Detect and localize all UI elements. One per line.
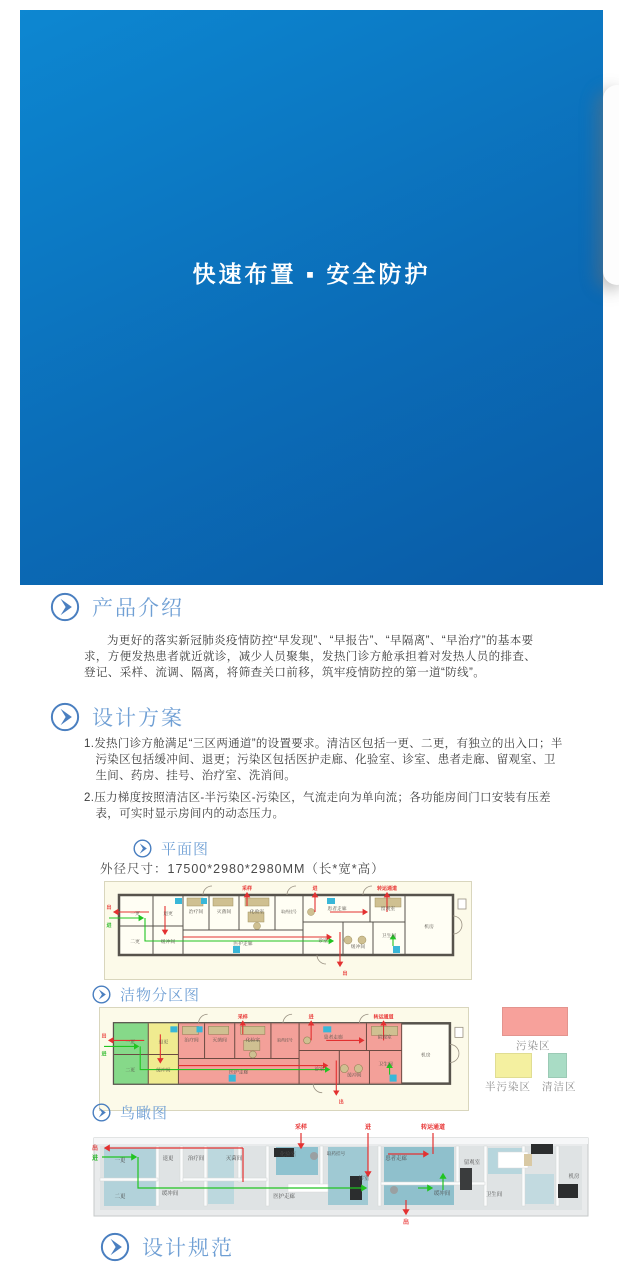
birdview-image [88, 1120, 594, 1228]
design-list [84, 736, 566, 828]
room-label: 缓冲间 [160, 940, 176, 945]
flow-label-exit: 出 [338, 1099, 344, 1106]
room-label: 机房 [568, 1174, 580, 1180]
room-label: 二更 [130, 940, 140, 945]
zoning-image [99, 1007, 469, 1111]
room-label: 缓冲间 [350, 945, 366, 950]
room-label: 留观室 [377, 1035, 392, 1041]
room-label: 化验室 [279, 1152, 297, 1158]
room-label: 缓冲间 [347, 1073, 362, 1079]
legend-label-clean: 清洁区 [542, 1081, 577, 1093]
side-float-widget[interactable] [603, 85, 619, 285]
flow-label-transfer: 转运通道 [376, 886, 398, 892]
room-label: 二更 [125, 1068, 135, 1074]
intro-paragraph: 为更好的落实新冠肺炎疫情防控“早发现”、“早报告”、“早隔离”、“早治疗”的基本要求，方便发热患者就近就诊，减少人员聚集，发热门诊方舱承担着对发热人员的排查、登记、采样、流调、隔离，将筛查关口前移，筑牢疫情防控的第一道“防线”。 [84, 635, 537, 679]
banner-title: 快速布置 ▪ 安全防护 [192, 261, 431, 287]
room-label: 化验室 [245, 1038, 261, 1044]
section-title-design: 设计方案 [92, 707, 184, 730]
legend-swatch-contaminated [502, 1007, 568, 1036]
room-label: 患者走廊 [385, 1156, 407, 1162]
section-title-birdview: 鸟瞰图 [120, 1105, 169, 1122]
flow-label-exit: 出 [106, 905, 112, 911]
design-list-item: 2.压力梯度按照清洁区-半污染区-污染区，气流走向为单向流；各功能房间门口安装有压差表，可实时显示房间内的动态压力。 [84, 792, 551, 820]
legend-swatch-semi [495, 1053, 532, 1078]
legend-swatch-clean [548, 1053, 567, 1078]
floorplan-image [104, 881, 472, 980]
room-label: 机房 [420, 1053, 431, 1059]
arrow-circle-icon [92, 985, 111, 1004]
ac-unit-symbol [458, 899, 466, 909]
room-label: 退更 [163, 912, 173, 917]
room-label: 治疗间 [184, 1038, 199, 1044]
room-label: 一更 [114, 1158, 126, 1164]
room-label: 卫生间 [378, 1062, 393, 1068]
zoning-legend [480, 1005, 596, 1097]
room-label: 取药挂号 [326, 1151, 346, 1156]
room-label: 医护走廊 [273, 1194, 295, 1200]
arrow-circle-icon [50, 592, 80, 622]
room-label: 退更 [162, 1156, 174, 1162]
room-label: 退更 [158, 1040, 169, 1046]
room-label: 化验室 [249, 910, 265, 915]
section-head-zoning [92, 984, 200, 1005]
hero-banner [20, 10, 603, 585]
flow-label-exit: 出 [101, 1033, 107, 1040]
legend-label-contaminated: 污染区 [516, 1040, 551, 1052]
flow-label-sample: 采样 [237, 1014, 248, 1021]
room-label: 患者走廊 [323, 1035, 343, 1041]
section-title-intro: 产品介绍 [92, 597, 184, 620]
flow-label-sample: 采样 [294, 1125, 308, 1131]
room-label: 卫生间 [381, 934, 397, 939]
flow-label-enter: 进 [91, 1156, 99, 1162]
room-label: 二更 [114, 1194, 126, 1200]
flow-label-enter: 进 [106, 923, 112, 929]
room-label: 诊室 [318, 939, 328, 944]
dimension-text: 外径尺寸：17500*2980*2980MM（长*宽*高） [100, 862, 385, 876]
room-label: 缓冲间 [156, 1068, 171, 1074]
room-label: 一更 [125, 1040, 135, 1046]
flow-label-exit: 出 [91, 1146, 99, 1152]
room-label: 灭菌间 [225, 1156, 243, 1162]
zone-clean [114, 1023, 148, 1083]
flow-label-enter: 进 [364, 1125, 372, 1131]
arrow-circle-icon [100, 1232, 130, 1262]
flow-label-enter: 进 [101, 1051, 107, 1058]
room-label: 留观室 [380, 907, 396, 912]
room-label: 一更 [130, 912, 140, 917]
zone-semi [148, 1023, 178, 1083]
room-label: 患者走廊 [327, 907, 347, 912]
legend-label-semi: 半污染区 [485, 1081, 531, 1093]
section-title-floorplan: 平面图 [161, 841, 210, 858]
zoning-drawing [100, 1008, 468, 1110]
room-label: 缓冲间 [161, 1191, 179, 1197]
flow-label-transfer: 转运通道 [373, 1014, 394, 1021]
floorplan-drawing [105, 882, 471, 979]
room-label: 机房 [424, 925, 434, 930]
room-label: 取药挂号 [277, 1037, 293, 1043]
room-label: 诊室 [358, 1176, 370, 1182]
room-label: 留观室 [463, 1160, 481, 1166]
section-title-zoning: 洁物分区图 [120, 987, 201, 1004]
room-label: 缓冲间 [433, 1191, 451, 1197]
flow-label-transfer: 转运通道 [420, 1125, 446, 1131]
section-head-floorplan [133, 838, 209, 859]
room-label: 治疗间 [187, 1156, 205, 1162]
arrow-circle-icon [50, 702, 80, 732]
room-label: 医护走廊 [229, 1070, 249, 1076]
room-label: 治疗间 [188, 910, 204, 915]
room-label: 灭菌间 [216, 910, 232, 915]
design-list-item: 1.发热门诊方舱满足“三区两通道”的设置要求。清洁区包括一更、二更，有独立的出入口；半污染区包括缓冲间、退更；污染区包括医护走廊、化验室、诊室、患者走廊、留观室、卫生间、药房、挂号、治疗室、洗消间。 [84, 738, 563, 782]
section-head-design [50, 702, 184, 732]
room-label: 卫生间 [485, 1192, 503, 1198]
flow-label-sample: 采样 [241, 886, 253, 892]
birdview-drawing [88, 1120, 594, 1228]
flow-label-enter: 进 [308, 1014, 314, 1021]
flow-label-exit: 出 [342, 971, 348, 977]
room-label: 取药挂号 [281, 909, 297, 914]
arrow-circle-icon [133, 839, 152, 858]
room-label: 灭菌间 [212, 1038, 227, 1044]
room-label: 诊室 [314, 1067, 325, 1073]
flow-label-exit: 出 [402, 1220, 410, 1226]
room-label: 医护走廊 [233, 942, 253, 947]
flow-label-enter: 进 [312, 886, 318, 892]
section-head-intro [50, 592, 184, 622]
section-head-spec [100, 1232, 234, 1262]
section-title-spec: 设计规范 [142, 1237, 234, 1260]
